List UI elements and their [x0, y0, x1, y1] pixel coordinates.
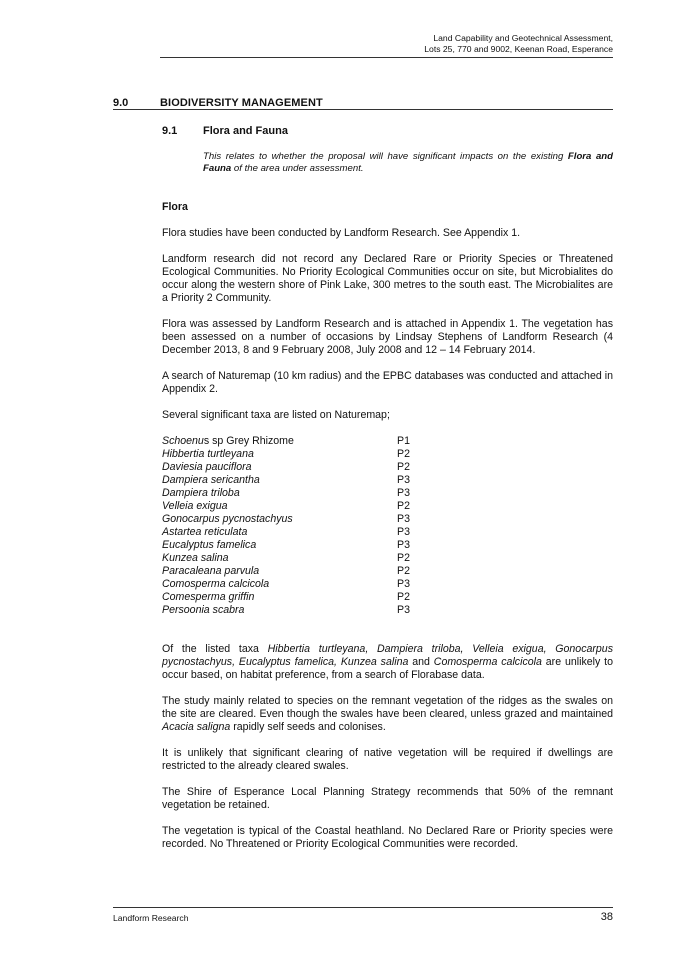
- taxa-name: Dampiera sericantha: [162, 474, 260, 486]
- taxa-name: Comesperma griffin: [162, 591, 255, 603]
- taxa-row: [162, 565, 613, 578]
- taxa-row: [162, 461, 613, 474]
- taxa-row: [162, 448, 613, 461]
- flora-heading: Flora: [162, 201, 188, 213]
- paragraph: It is unlikely that significant clearing of native vegetation will be required if dwellings are restricted to the already cleared swales.: [162, 747, 613, 772]
- taxa-code: P2: [397, 448, 410, 460]
- paragraph: Flora studies have been conducted by Landform Research. See Appendix 1.: [162, 227, 521, 239]
- paragraph: Several significant taxa are listed on Naturemap;: [162, 409, 390, 421]
- taxa-row: [162, 474, 613, 487]
- taxa-name: Persoonia scabra: [162, 604, 245, 616]
- taxa-name: Gonocarpus pycnostachyus: [162, 513, 293, 525]
- footer-author: Landform Research: [113, 913, 189, 923]
- intro-note: [203, 151, 613, 175]
- taxa-code: P2: [397, 565, 410, 577]
- header-line-2: Lots 25, 770 and 9002, Keenan Road, Esperance: [424, 44, 613, 54]
- section-number: 9.0: [113, 97, 129, 109]
- taxa-name: Dampiera triloba: [162, 487, 240, 499]
- taxa-row: [162, 578, 613, 591]
- taxa-code: P1: [397, 435, 410, 447]
- paragraph: The Shire of Esperance Local Planning Strategy recommends that 50% of the remnant vegetation be retained.: [162, 786, 613, 811]
- page-number: 38: [600, 911, 613, 923]
- paragraph: Flora was assessed by Landform Research and is attached in Appendix 1. The vegetation has been assessed on a number of occasions by Lindsay Stephens of Landform Research (4 December 2013, 8 and 9 February 2008, July 2008 and 12 – 14 February 2014.: [162, 318, 613, 356]
- taxa-name: Velleia exigua: [162, 500, 228, 512]
- subsection-number: 9.1: [162, 125, 178, 137]
- main-content: [162, 201, 613, 864]
- taxa-row: [162, 487, 613, 500]
- taxa-code: P3: [397, 474, 410, 486]
- paragraph: Landform research did not record any Declared Rare or Priority Species or Threatened Ecological Communities. No Priority Ecological Communities occur on site, but Microbialites do occur along the western shore of Pink Lake, 300 metres to the south east. The Microbialites are a Priority 2 Community.: [162, 253, 613, 304]
- taxa-code: P2: [397, 591, 410, 603]
- taxa-row: [162, 604, 613, 617]
- footer-rule: [113, 907, 613, 908]
- text-run: rapidly self seeds and colonises.: [230, 721, 386, 733]
- taxa-name: Comosperma calcicola: [162, 578, 270, 590]
- taxa-row: [162, 591, 613, 604]
- subsection-title: Flora and Fauna: [203, 125, 288, 137]
- intro-text-end: of the area under assessment.: [231, 163, 364, 174]
- italic-run: Hibbertia turtleyana, Dampiera triloba, Velleia exigua, Gonocarpus pycnostachyus, Eucalyptus famelica, Kunzea salina: [162, 643, 613, 668]
- taxa-row: [162, 539, 613, 552]
- running-header: [424, 33, 613, 55]
- taxa-name: Kunzea salina: [162, 552, 229, 564]
- text-run: The study mainly related to species on the remnant vegetation of the ridges as the swales on the site are cleared. Even though the swales have been cleared, unless grazed and maintained: [162, 695, 613, 720]
- text-run: Of the listed taxa: [162, 643, 268, 655]
- taxa-row: [162, 435, 613, 448]
- taxa-name: Eucalyptus famelica: [162, 539, 257, 551]
- taxa-code: P2: [397, 500, 410, 512]
- taxa-name-upright: s sp Grey Rhizome: [203, 435, 294, 447]
- text-run: and: [408, 656, 434, 668]
- taxa-name-italic: Schoenu: [162, 435, 204, 447]
- header-line-1: Land Capability and Geotechnical Assessment,: [433, 33, 613, 43]
- taxa-name: [162, 435, 397, 448]
- taxa-row: [162, 552, 613, 565]
- intro-text: This relates to whether the proposal will have significant impacts on the existing: [203, 151, 568, 162]
- section-rule: [113, 109, 613, 110]
- taxa-code: P3: [397, 604, 410, 616]
- taxa-name: Paracaleana parvula: [162, 565, 260, 577]
- taxa-code: P2: [397, 461, 410, 473]
- paragraph: The vegetation is typical of the Coastal heathland. No Declared Rare or Priority species were recorded. No Threatened or Priority Ecological Communities were recorded.: [162, 825, 613, 850]
- taxa-code: P3: [397, 578, 410, 590]
- listed-taxa-paragraph: [162, 643, 613, 682]
- italic-run: Comosperma calcicola: [433, 656, 542, 668]
- taxa-row: [162, 513, 613, 526]
- taxa-code: P3: [397, 487, 410, 499]
- taxa-row: [162, 526, 613, 539]
- italic-run: Acacia saligna: [162, 721, 231, 733]
- paragraph: A search of Naturemap (10 km radius) and the EPBC databases was conducted and attached in Appendix 2.: [162, 370, 613, 395]
- study-paragraph: [162, 695, 613, 734]
- section-title: BIODIVERSITY MANAGEMENT: [160, 97, 323, 109]
- taxa-code: P2: [397, 552, 410, 564]
- taxa-list: [162, 435, 613, 617]
- taxa-row: [162, 500, 613, 513]
- taxa-code: P3: [397, 513, 410, 525]
- intro-bold: Flora and Fauna: [203, 151, 613, 174]
- taxa-name: Astartea reticulata: [162, 526, 248, 538]
- taxa-name: Daviesia pauciflora: [162, 461, 252, 473]
- taxa-code: P3: [397, 539, 410, 551]
- taxa-code: P3: [397, 526, 410, 538]
- text-run: are unlikely to occur based, on habitat preference, from a search of Florabase data.: [162, 656, 613, 681]
- header-rule: [160, 57, 613, 58]
- taxa-name: Hibbertia turtleyana: [162, 448, 254, 460]
